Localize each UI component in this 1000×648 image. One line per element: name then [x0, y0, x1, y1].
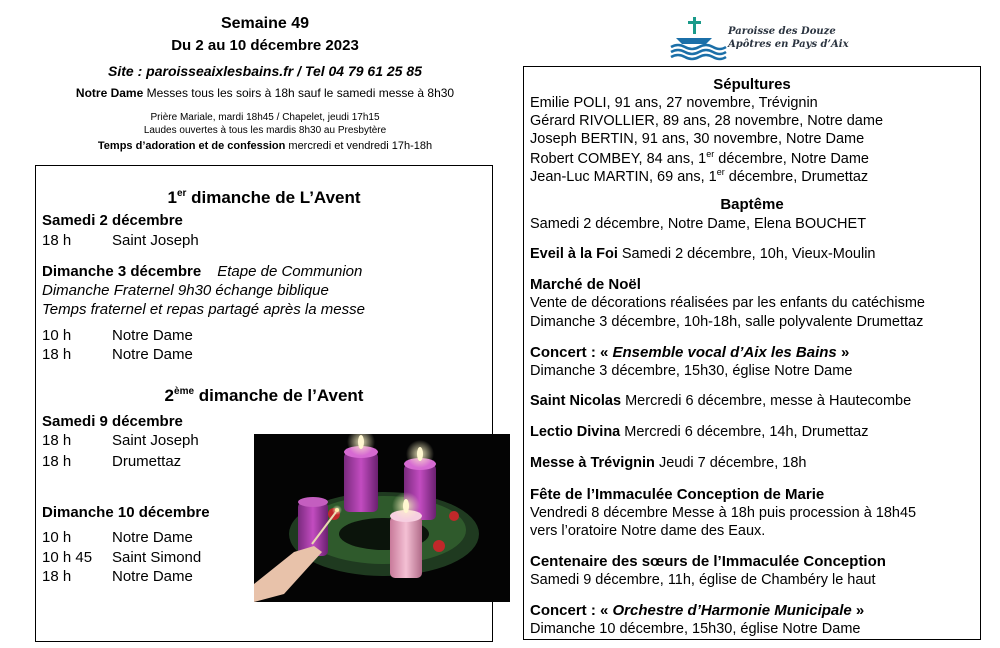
trevignin-line: Messe à Trévignin Jeudi 7 décembre, 18h	[530, 455, 807, 471]
centenaire-title: Centenaire des sœurs de l’Immaculée Conception	[530, 553, 886, 570]
marche-line-1: Vente de décorations réalisées par les enfants du catéchisme	[530, 295, 925, 311]
eveil-line: Eveil à la Foi Samedi 2 décembre, 10h, Vieux-Moulin	[530, 246, 876, 262]
schedule-row: 10 h 45 Saint Simond	[42, 549, 202, 566]
laudes-info: Laudes ouvertes à tous les mardis 8h30 au Presbytère	[143, 125, 387, 136]
concert-2-title: Concert : « Orchestre d’Harmonie Municipale »	[530, 602, 865, 619]
immaculee-line-1: Vendredi 8 décembre Messe à 18h puis procession à 18h45	[530, 505, 917, 521]
fraternal-meal-note: Temps fraternel et repas partagé après la messe	[42, 301, 365, 318]
advent-wreath-photo	[254, 434, 510, 602]
saint-nicolas-line: Saint Nicolas Mercredi 6 décembre, messe à Hautecombe	[530, 393, 912, 409]
notre-dame-label: Notre Dame	[75, 86, 144, 100]
adoration-text: mercredi et vendredi 17h-18h	[285, 140, 433, 152]
logo-line-2: Apôtres en Pays d’Aix	[728, 39, 849, 50]
date-range: Du 2 au 10 décembre 2023	[171, 37, 359, 54]
sepulture-line: Jean-Luc MARTIN, 69 ans, 1er décembre, Drumettaz	[530, 167, 869, 185]
sepulture-line: Gérard RIVOLLIER, 89 ans, 28 novembre, Notre dame	[530, 113, 884, 129]
schedule-row: 10 h Notre Dame	[42, 529, 193, 546]
concert-2-line: Dimanche 10 décembre, 15h30, église Notre Dame	[530, 621, 861, 637]
bapteme-line: Samedi 2 décembre, Notre Dame, Elena BOUCHET	[530, 216, 867, 232]
communion-note: Etape de Communion	[217, 263, 363, 280]
parish-logo	[668, 16, 849, 62]
adoration-info	[30, 140, 500, 152]
concert-1-line: Dimanche 3 décembre, 15h30, église Notre Dame	[530, 363, 853, 379]
sepultures-title: Sépultures	[713, 76, 791, 93]
bapteme-title: Baptême	[720, 196, 784, 213]
logo-line-1: Paroisse des Douze	[728, 26, 836, 37]
advent-2-title: 2ème dimanche de l’Avent	[164, 386, 364, 405]
prayer-info: Prière Mariale, mardi 18h45 / Chapelet, jeudi 17h15	[150, 112, 380, 123]
sepulture-line: Robert COMBEY, 84 ans, 1er décembre, Notre Dame	[530, 149, 869, 167]
announcements-box	[523, 66, 981, 640]
schedule-row: 18 h Notre Dame	[42, 346, 193, 363]
week-title: Semaine 49	[220, 15, 310, 32]
concert-1-title: Concert : « Ensemble vocal d’Aix les Bains »	[530, 344, 850, 361]
sunday-10-heading: Dimanche 10 décembre	[42, 504, 210, 521]
immaculee-line-2: vers l’oratoire Notre dame des Eaux.	[530, 523, 766, 539]
immaculee-title: Fête de l’Immaculée Conception de Marie	[530, 486, 825, 503]
advent-1-title: 1er dimanche de L’Avent	[167, 188, 361, 207]
schedule-row: 10 h Notre Dame	[42, 327, 193, 344]
sepulture-line: Emilie POLI, 91 ans, 27 novembre, Trévignin	[530, 95, 818, 111]
lectio-divina-line: Lectio Divina Mercredi 6 décembre, 14h, Drumettaz	[530, 424, 869, 440]
saturday-9-heading: Samedi 9 décembre	[42, 413, 183, 430]
schedule-row: 18 h Saint Joseph	[42, 232, 199, 249]
notre-dame-text: Messes tous les soirs à 18h sauf le samedi messe à 8h30	[143, 86, 455, 100]
saturday-2-heading: Samedi 2 décembre	[42, 212, 183, 229]
schedule-row: 18 h Drumettaz	[42, 453, 182, 470]
notre-dame-mass-info	[30, 86, 500, 100]
sepulture-line: Joseph BERTIN, 91 ans, 30 novembre, Notre Dame	[530, 131, 865, 147]
schedule-row: 18 h Notre Dame	[42, 568, 193, 585]
fraternal-sunday-note: Dimanche Fraternel 9h30 échange biblique	[42, 282, 329, 299]
cross-boat-waves-icon	[668, 16, 728, 62]
advent-wreath-candles-image	[254, 434, 510, 602]
centenaire-line: Samedi 9 décembre, 11h, église de Chambéry le haut	[530, 572, 876, 588]
sunday-3-heading: Dimanche 3 décembre Etape de Communion	[42, 263, 363, 280]
marche-line-2: Dimanche 3 décembre, 10h-18h, salle polyvalente Drumettaz	[530, 314, 924, 330]
marche-title: Marché de Noël	[530, 276, 641, 293]
adoration-label: Temps d’adoration et de confession	[97, 140, 286, 152]
site-phone-line: Site : paroisseaixlesbains.fr / Tel 04 79 61 25 85	[108, 63, 422, 79]
schedule-row: 18 h Saint Joseph	[42, 432, 199, 449]
